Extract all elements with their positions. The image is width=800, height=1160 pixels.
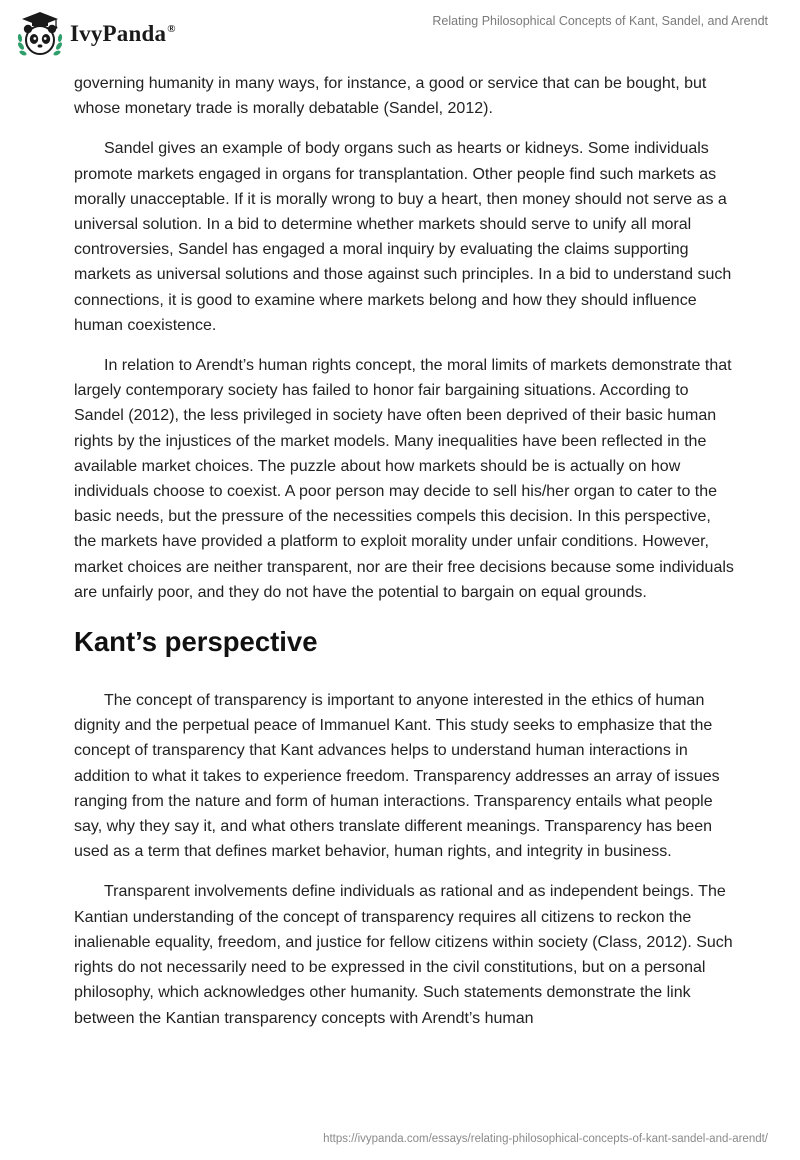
document-title: Relating Philosophical Concepts of Kant, Sandel, and Arendt xyxy=(432,14,768,28)
registered-mark: ® xyxy=(167,23,176,36)
paragraph: The concept of transparency is important to anyone interested in the ethics of human dignity and the perpetual peace of Immanuel Kant. This study seeks to emphasize that the concept of transparency that Kant advances helps to understand human interactions in addition to what it takes to experience freedom. Transparency addresses an array of issues ranging from the nature and form of human interactions. Transparency entails what people say, why they say it, and what others translate different meanings. Transparency has been used as a term that defines market behavior, human rights, and integrity in business. xyxy=(74,692,720,861)
paragraph: Sandel gives an example of body organs such as hearts or kidneys. Some individuals promote markets engaged in organs for transplantation. Other people find such markets as morally unacceptable. If it is morally wrong to buy a heart, then money should not serve as a universal solution. In a bid to determine whether markets should serve to unify all moral controversies, Sandel has engaged a moral inquiry by evaluating the claims supporting markets as universal solutions and those against such principles. In a bid to understand such connections, it is good to examine where markets belong and how they should influence human coexistence. xyxy=(74,140,732,334)
section-heading: Kant’s perspective xyxy=(74,626,318,658)
ivypanda-logo[interactable] xyxy=(14,10,176,58)
paragraph: Transparent involvements define individuals as rational and as independent beings. The Kantian understanding of the concept of transparency requires all citizens to reckon the inalienable equality, freedom, and justice for fellow citizens within society (Class, 2012). Such rights do not necessarily need to be expressed in the civil constitutions, but on a personal philosophy, which acknowledges other humanity. Such statements demonstrate the link between the Kantian transparency concepts with Arendt’s human xyxy=(74,883,733,1027)
logo-text: IvyPanda® xyxy=(70,21,176,46)
panda-graduation-cap-icon xyxy=(14,10,66,58)
paragraph-continuation: governing humanity in many ways, for instance, a good or service that can be bought, but whose monetary trade is morally debatable (Sandel, 2012). xyxy=(74,75,707,118)
essay-body xyxy=(74,71,734,1046)
paragraph: In relation to Arendt’s human rights concept, the moral limits of markets demonstrate that largely contemporary society has failed to honor fair bargaining situations. According to Sandel (2012), the less privileged in society have often been deprived of their basic human rights by the injustices of the market models. Many inequalities have been reflected in the available market choices. The puzzle about how markets should be is actually on how individuals choose to coexist. A poor person may decide to sell his/her organ to cater to the basic needs, but the pressure of the necessities compels this decision. In this perspective, the markets have provided a platform to exploit morality under unfair conditions. However, market choices are neither transparent, nor are their free decisions because some individuals are unfairly poor, and they do not have the potential to bargain on equal grounds. xyxy=(74,357,734,601)
page-header xyxy=(0,0,800,68)
source-url[interactable]: https://ivypanda.com/essays/relating-philosophical-concepts-of-kant-sandel-and-arendt/ xyxy=(323,1133,768,1145)
